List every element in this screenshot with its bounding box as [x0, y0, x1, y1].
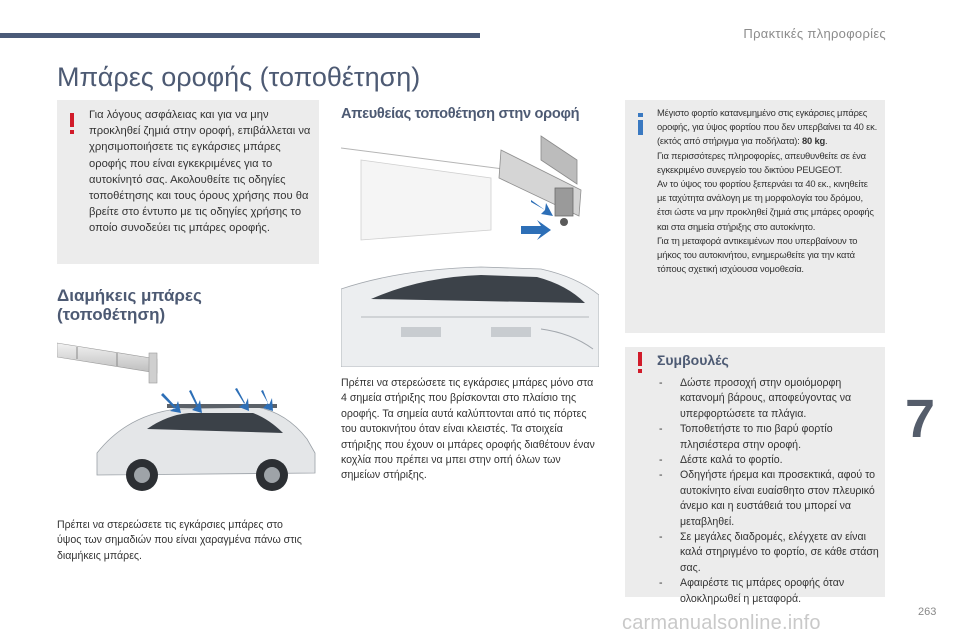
advice-title: Συμβουλές [657, 352, 729, 368]
arrow-marks [521, 200, 553, 240]
list-item: - Δέστε καλά το φορτίο. [658, 453, 880, 468]
list-item: - Σε μεγάλες διαδρομές, ελέγχετε αν είναι καλά στηριγμένο το φορτίο, σε κάθε στάση σας. [658, 530, 880, 576]
direct-mount-text: Πρέπει να στερεώσετε τις εγκάρσιες μπάρες μόνο στα 4 σημεία στήριξης που βρίσκονται στο πλαίσιο της οροφής. Τα σημεία αυτά καλύπτονται από τις πόρτες του αυτοκινήτου όταν είναι κλειστές. Τα στοιχεία στήριξης που έχουν οι μπάρες οροφής διαθέτουν έναν κοχλία που πρέπει να μπει στην οπή όλων των σημείων στήριξης. [341, 377, 595, 482]
longitudinal-bars-heading: Διαμήκεις μπάρες (τοποθέτηση) [57, 286, 202, 324]
info-icon [638, 113, 643, 135]
longitudinal-bars-text: Πρέπει να στερεώσετε τις εγκάρσιες μπάρες στο ύψος των σημαδιών που είναι χαραγμένα πάνω στις διαμήκεις μπάρες. [57, 519, 302, 562]
page-number: 263 [918, 606, 937, 618]
watermark: carmanualsonline.info [622, 612, 821, 634]
chapter-number: 7 [905, 389, 936, 449]
car-side-roof-rails-illustration [57, 333, 319, 501]
list-item: - Δώστε προσοχή στην ομοιόμορφη κατανομή βάρους, αποφεύγοντας να υπερφορτώσετε τα πλάγια. [658, 376, 880, 422]
roof-mounting-point-illustration [341, 130, 599, 254]
exclamation-icon [638, 352, 642, 374]
page-title: Μπάρες οροφής (τοποθέτηση) [57, 62, 421, 92]
list-item: - Οδηγήστε ήρεμα και προσεκτικά, αφού το αυτοκίνητο είναι ευαίσθητο στον πλευρικό άνεμο και η ευστάθειά του μπορεί να μεταβληθεί. [658, 468, 880, 530]
safety-note-text: Για λόγους ασφάλειας και για να μην προκληθεί ζημιά στην οροφή, επιβάλλεται να χρησιμοποιήσετε τις εγκάρσιες μπάρες οροφής που είναι εγκεκριμένες για το αυτοκίνητό σας. Ακολουθείτε τις οδηγίες τοποθέτησης και τους όρους χρήσης που θα βρείτε στο έντυπο με τις οδηγίες χρήσης το οποίο συνοδεύει τις μπάρες οροφής. [89, 109, 311, 235]
list-item: - Αφαιρέστε τις μπάρες οροφής όταν ολοκληρωθεί η μεταφορά. [658, 576, 880, 607]
list-item: - Τοποθετήστε το πιο βαρύ φορτίο πλησιέστερα στην οροφή. [658, 422, 880, 453]
car-rear-illustration [341, 259, 599, 367]
advice-list [658, 376, 880, 607]
top-rule [0, 33, 480, 38]
section-title: Πρακτικές πληροφορίες [743, 26, 886, 41]
exclamation-icon [70, 113, 74, 135]
max-load-value: 80 kg [802, 135, 826, 147]
direct-mount-heading: Απευθείας τοποθέτηση στην οροφή [341, 106, 580, 122]
info-note-text: Μέγιστο φορτίο κατανεμημένο στις εγκάρσιες μπάρες οροφής, για ύψος φορτίου που δεν υπερβαίνει τα 40 εκ. (εκτός από στήριγμα για ποδήλατα): 80 kg. Για περισσότερες πληροφορίες, απευθυνθείτε σε ένα εγκεκριμένο συνεργείο του δικτύου PEUGEOT. Αν το ύψος του φορτίου ξεπερνάει τα 40 εκ., κινηθείτε με ταχύτητα ανάλογη με τη μορφολογία του δρόμου, έτσι ώστε να μην προκληθεί ζημιά στις μπάρες οροφής και στα σημεία στήριξης στο αυτοκίνητο. Για τη μεταφορά αντικειμένων που υπερβαίνουν το μήκος του αυτοκινήτου, ενημερωθείτε για την κατά τόπους σχετική ισχύουσα νομοθεσία. [657, 107, 877, 275]
